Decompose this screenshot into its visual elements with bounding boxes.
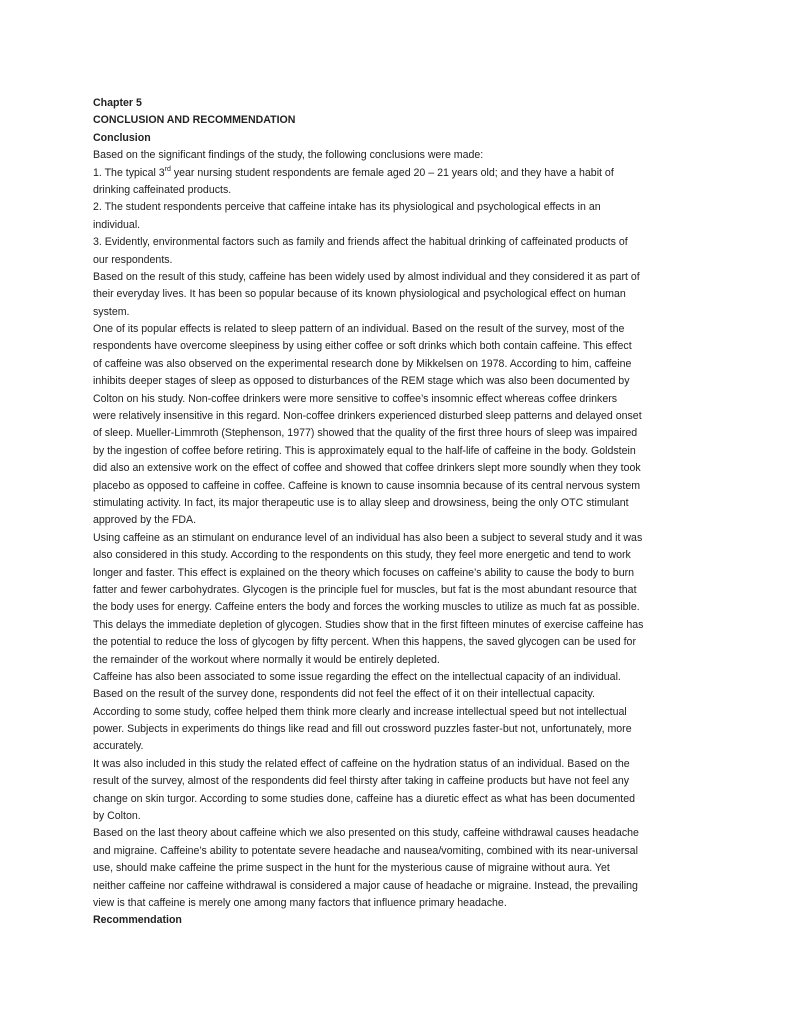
line-text: placebo as opposed to caffeine in coffee. Caffeine is known to cause insomnia because of its central nervous system [93,479,641,492]
line-text: the potential to reduce the loss of glycogen by fifty percent. When this happens, the saved glycogen can be used for [93,636,636,649]
line-text: Chapter 5 [93,97,142,109]
line-text: accurately. [93,740,144,753]
text-line [93,495,697,512]
line-text: by Colton. [93,810,141,823]
line-text: Based on the last theory about caffeine which we also presented on this study, caffeine withdrawal causes headache [93,827,639,840]
text-line [93,199,697,216]
text-line [93,286,697,303]
heading-line [93,112,697,129]
line-text: This delays the immediate depletion of glycogen. Studies show that in the first fifteen minutes of exercise caffeine has [93,618,644,631]
line-text: approved by the FDA. [93,514,197,527]
line-text: inhibits deeper stages of sleep as opposed to disturbances of the REM stage which was also been documented by [93,375,630,388]
line-text: change on skin turgor. According to some studies done, caffeine has a diuretic effect as what has been documented [93,792,636,805]
text-line [93,878,697,895]
text-line [93,808,697,825]
line-text: 3. Evidently, environmental factors such as family and friends affect the habitual drinking of caffeinated products of [93,236,628,249]
line-text: power. Subjects in experiments do things like read and fill out crossword puzzles faster-but not, unfortunately, more [93,723,632,736]
text-line [93,234,697,251]
text-line [93,773,697,790]
text-line [93,565,697,582]
text-line [93,443,697,460]
text-line [93,547,697,564]
line-text: result of the survey, almost of the respondents did feel thirsty after taking in caffeine products but have not feel any [93,775,630,788]
text-line [93,530,697,547]
document-page [93,95,697,930]
text-line [93,843,697,860]
text-line [93,686,697,703]
text-line [93,512,697,529]
line-text: of sleep. Mueller-Limmroth (Stephenson, 1977) showed that the quality of the first three hours of sleep was impaired [93,427,638,440]
line-text: neither caffeine nor caffeine withdrawal is considered a major cause of headache or migraine. Instead, the prevailing [93,879,638,892]
line-text: system. [93,305,130,318]
text-line [93,252,697,269]
text-line [93,825,697,842]
text-line [93,269,697,286]
line-text: the body uses for energy. Caffeine enters the body and forces the working muscles to utilize as much fat as possible. [93,601,640,614]
line-text: also considered in this study. According to the respondents on this study, they feel more energetic and tend to work [93,549,631,562]
line-text: Using caffeine as an stimulant on endurance level of an individual has also been a subject to several study and it was [93,531,643,544]
line-text: Based on the significant findings of the study, the following conclusions were made: [93,149,484,162]
text-line [93,704,697,721]
line-text: drinking caffeinated products. [93,183,232,196]
heading-line [93,912,697,929]
text-line [93,652,697,669]
text-line [93,460,697,477]
text-line [93,356,697,373]
text-line [93,599,697,616]
line-text-continued: year nursing student respondents are female aged 20 – 21 years old; and they have a habit of [170,166,614,179]
text-line [93,425,697,442]
line-text: 1. The typical 3 [93,166,165,179]
text-line [93,669,697,686]
line-text: stimulating activity. In fact, its major therapeutic use is to allay sleep and drowsiness, being the only OTC stimulant [93,496,629,509]
line-text: It was also included in this study the related effect of caffeine on the hydration status of an individual. Based on the [93,757,630,770]
line-text: their everyday lives. It has been so popular because of its known physiological and psychological effect on human [93,288,626,301]
line-text: Based on the result of the survey done, respondents did not feel the effect of it on their intellectual capacity. [93,688,595,701]
text-line [93,408,697,425]
line-text: Colton on his study. Non-coffee drinkers were more sensitive to coffee’s insomnic effect whereas coffee drinkers [93,392,618,405]
line-text: the remainder of the workout where normally it would be entirely depleted. [93,653,440,666]
text-line [93,617,697,634]
heading-line [93,130,697,147]
text-line [93,478,697,495]
text-line [93,147,697,164]
line-text: our respondents. [93,253,173,266]
line-text: Conclusion [93,131,151,144]
line-text: According to some study, coffee helped them think more clearly and increase intellectual speed but not intellectual [93,705,627,718]
line-text: longer and faster. This effect is explained on the theory which focuses on caffeine’s ability to cause the body to burn [93,566,635,579]
text-line [93,217,697,234]
text-line [93,895,697,912]
text-line [93,373,697,390]
line-text: Recommendation [93,914,182,927]
line-text: One of its popular effects is related to sleep pattern of an individual. Based on the result of the survey, most of the [93,323,625,336]
heading-line [93,95,697,112]
line-text: 2. The student respondents perceive that caffeine intake has its physiological and psychological effects in an [93,201,601,214]
line-text: individual. [93,218,141,231]
line-text: Based on the result of this study, caffeine has been widely used by almost individual and they considered it as part of [93,270,640,283]
text-line [93,738,697,755]
line-text: and migraine. Caffeine’s ability to potentate severe headache and nausea/vomiting, combined with its near-universal [93,844,638,857]
line-text: use, should make caffeine the prime suspect in the hunt for the mysterious cause of migraine without aura. Yet [93,862,610,875]
text-line [93,391,697,408]
line-text: fatter and fewer carbohydrates. Glycogen is the principle fuel for muscles, but fat is the most abundant resource that [93,583,637,596]
line-text: by the ingestion of coffee before retiring. This is approximately equal to the half-life of caffeine in the body. Goldstein [93,444,636,457]
line-text: CONCLUSION AND RECOMMENDATION [93,114,296,127]
text-line [93,582,697,599]
text-line [93,791,697,808]
line-text: did also an extensive work on the effect of coffee and showed that coffee drinkers slept more soundly when they took [93,462,641,475]
superscript: rd [164,165,171,173]
text-line [93,165,697,182]
text-line [93,860,697,877]
line-text: view is that caffeine is merely one among many factors that influence primary headache. [93,896,507,909]
text-line [93,338,697,355]
text-line [93,756,697,773]
text-line [93,304,697,321]
text-line [93,182,697,199]
line-text: respondents have overcome sleepiness by using either coffee or soft drinks which both contain caffeine. This effect [93,340,632,353]
line-text: were relatively insensitive in this regard. Non-coffee drinkers experienced disturbed sleep patterns and delayed onset [93,410,642,423]
text-line [93,634,697,651]
line-text: of caffeine was also observed on the experimental research done by Mikkelsen on 1978. According to him, caffeine [93,357,632,370]
line-text: Caffeine has also been associated to some issue regarding the effect on the intellectual capacity of an individual. [93,670,621,683]
text-line [93,321,697,338]
text-line [93,721,697,738]
